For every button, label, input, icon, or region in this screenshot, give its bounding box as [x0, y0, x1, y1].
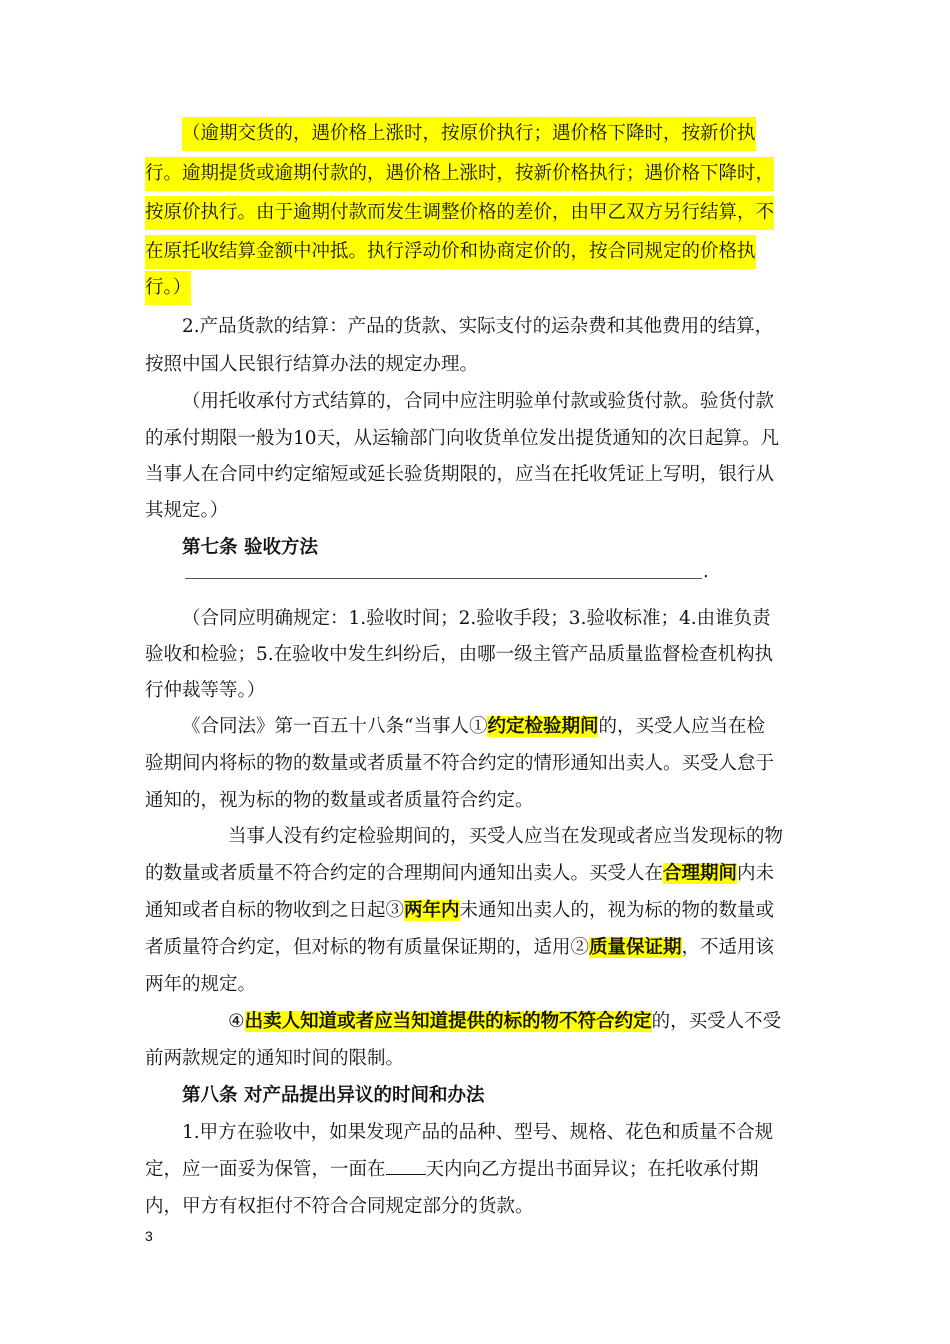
highlighted-term: 两年内: [404, 900, 460, 921]
paragraph-line: 的承付期限一般为10天，从运输部门向收货单位发出提货通知的次日起算。凡: [145, 428, 780, 449]
paragraph-line: [145, 931, 774, 965]
text-run: ，不适用该: [681, 937, 775, 958]
paragraph-line: 其规定。）: [145, 500, 229, 521]
text-run: 的数量或者质量不符合约定的合理期间内通知出卖人。买受人在: [145, 863, 664, 884]
page-number: 3: [145, 1228, 153, 1244]
text-run: 内未: [737, 863, 775, 884]
paragraph-line: 行。）: [145, 271, 191, 305]
section-heading-article-7: 第七条 验收方法: [182, 537, 318, 558]
paragraph-line: 按照中国人民银行结算办法的规定办理。: [145, 354, 479, 375]
paragraph-line: 当事人没有约定检验期间的，买受人应当在发现或者应当发现标的物: [228, 826, 784, 847]
highlighted-term: 约定检验期间: [487, 716, 599, 737]
paragraph-line: [145, 857, 774, 891]
text-run: 定，应一面妥为保管，一面在: [145, 1159, 386, 1180]
text-run: 《合同法》第一百五十八条“当事人①: [182, 716, 488, 737]
paragraph-line: 通知的，视为标的物的数量或者质量符合约定。: [145, 790, 534, 811]
paragraph-line: 前两款规定的通知时间的限制。: [145, 1048, 405, 1069]
paragraph-line: [145, 894, 774, 928]
blank-end-dot: .: [703, 561, 709, 582]
text-run: 未通知出卖人的，视为标的物的数量或: [459, 900, 775, 921]
paragraph-line: 内，甲方有权拒付不符合合同规定部分的货款。: [145, 1196, 534, 1217]
paragraph-line: （逾期交货的，遇价格上涨时，按原价执行；遇价格下降时，按新价执: [182, 117, 756, 151]
paragraph-line: [145, 1153, 759, 1187]
text-run: 天内向乙方提出书面异议；在托收承付期: [425, 1159, 759, 1180]
days-blank: [386, 1156, 426, 1175]
paragraph-line: 在原托收结算金额中冲抵。执行浮动价和协商定价的，按合同规定的价格执: [145, 235, 756, 269]
paragraph-line: 验收和检验；5.在验收中发生纠纷后，由哪一级主管产品质量监督检查机构执: [145, 644, 774, 665]
paragraph-line: 行仲裁等等。）: [145, 680, 266, 701]
fill-in-blank-line: [185, 578, 702, 579]
paragraph-line: 当事人在合同中约定缩短或延长验货期限的，应当在托收凭证上写明，银行从: [145, 464, 775, 485]
paragraph-line: 1.甲方在验收中，如果发现产品的品种、型号、规格、花色和质量不合规: [182, 1122, 774, 1143]
highlighted-term: 合理期间: [663, 863, 738, 884]
text-run: ④: [228, 1011, 245, 1032]
highlighted-term: 出卖人知道或者应当知道提供的标的物不符合约定: [244, 1011, 652, 1032]
text-run: 的，买受人不受: [651, 1011, 782, 1032]
highlighted-term: 质量保证期: [589, 937, 682, 958]
paragraph-line: [182, 710, 765, 744]
text-run: 的，买受人应当在检: [598, 716, 765, 737]
paragraph-line: （合同应明确规定：1.验收时间；2.验收手段；3.验收标准；4.由谁负责: [182, 608, 771, 629]
paragraph-line: 按原价执行。由于逾期付款而发生调整价格的差价，由甲乙双方另行结算，不: [145, 196, 774, 230]
text-run: 者质量符合约定，但对标的物有质量保证期的，适用②: [145, 937, 590, 958]
paragraph-line: [228, 1005, 781, 1039]
paragraph-line: 行。逾期提货或逾期付款的，遇价格上涨时，按新价格执行；遇价格下降时，: [145, 157, 774, 191]
paragraph-line: （用托收承付方式结算的，合同中应注明验单付款或验货付款。验货付款: [182, 391, 775, 412]
text-run: 通知或者自标的物收到之日起③: [145, 900, 405, 921]
section-heading-article-8: 第八条 对产品提出异议的时间和办法: [182, 1085, 485, 1106]
paragraph-line: 2.产品货款的结算：产品的货款、实际支付的运杂费和其他费用的结算，: [182, 316, 774, 337]
paragraph-line: 两年的规定。: [145, 974, 257, 995]
paragraph-line: 验期间内将标的物的数量或者质量不符合约定的情形通知出卖人。买受人怠于: [145, 753, 775, 774]
